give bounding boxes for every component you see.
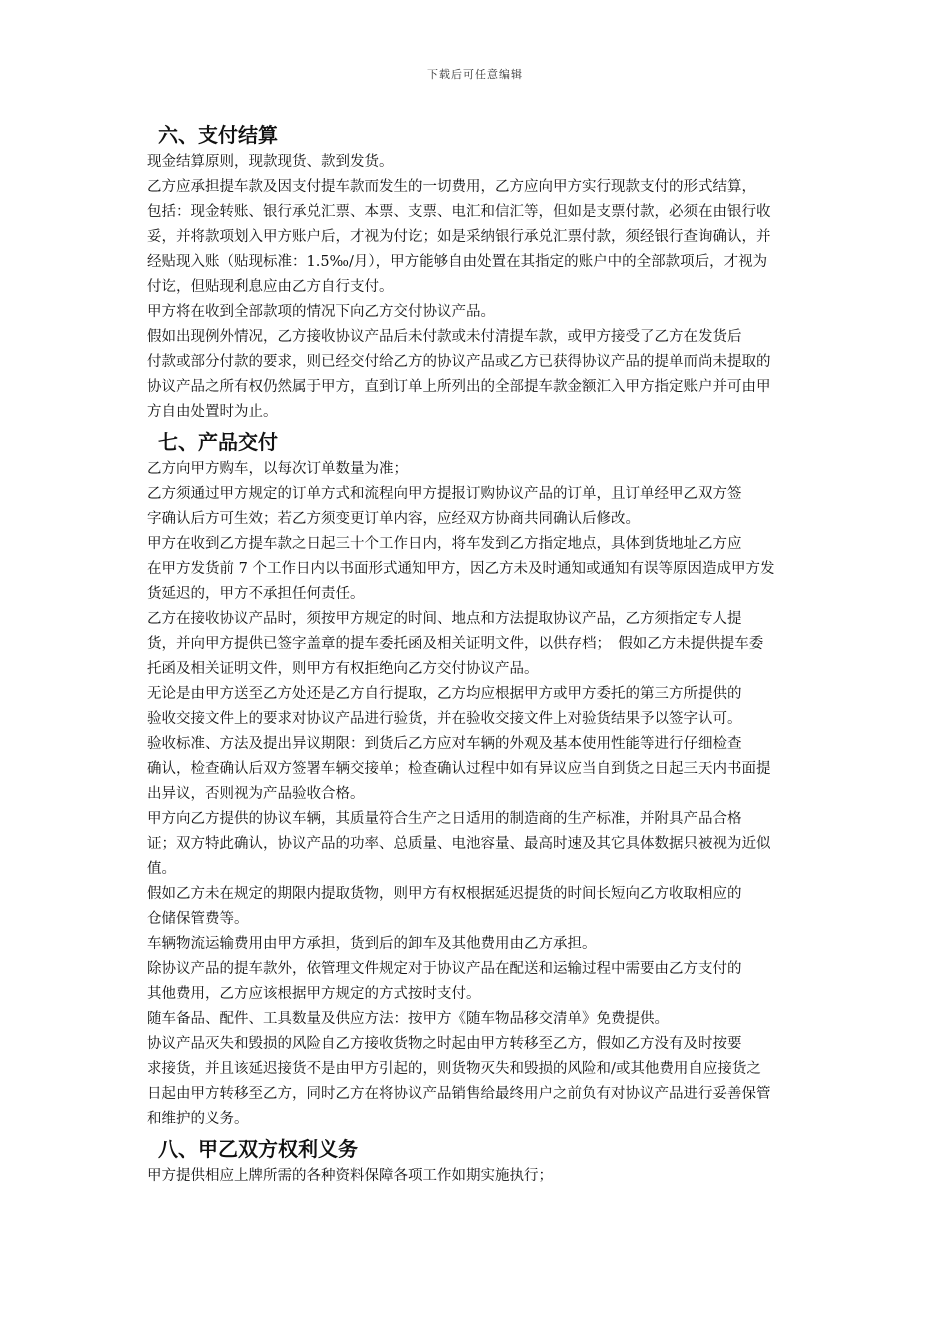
paragraph <box>118 1032 838 1132</box>
paragraph-line: 仓储保管费等。 <box>147 911 249 927</box>
paragraph <box>118 482 838 532</box>
paragraph-line: 证；双方特此确认，协议产品的功率、总质量、电池容量、最高时速及其它具体数据只被视为近似 <box>147 836 771 852</box>
paragraph-line: 值。 <box>147 861 176 877</box>
paragraph-line: 字确认后方可生效；若乙方须变更订单内容，应经双方协商共同确认后修改。 <box>147 511 640 527</box>
section-heading: 八、甲乙双方权利义务 <box>158 1137 358 1161</box>
paragraph-line: 经贴现入账（贴现标准：1.5‰/月），甲方能够自由处置在其指定的账户中的全部款项后，才视为 <box>147 254 768 270</box>
paragraph-line: 托函及相关证明文件，则甲方有权拒绝向乙方交付协议产品。 <box>147 661 539 677</box>
paragraph-line: 车辆物流运输费用由甲方承担，货到后的卸车及其他费用由乙方承担。 <box>147 936 597 952</box>
paragraph-line: 乙方应承担提车款及因支付提车款而发生的一切费用，乙方应向甲方实行现款支付的形式结算， <box>147 179 756 195</box>
document-body <box>118 118 838 1189</box>
paragraph-line: 现金结算原则，现款现货、款到发货。 <box>147 154 394 170</box>
paragraph-line: 出异议，否则视为产品验收合格。 <box>147 786 365 802</box>
paragraph-line: 验收标准、方法及提出异议期限：到货后乙方应对车辆的外观及基本使用性能等进行仔细检查 <box>147 736 742 752</box>
paragraph-line: 无论是由甲方送至乙方处还是乙方自行提取，乙方均应根据甲方或甲方委托的第三方所提供的 <box>147 686 742 702</box>
section-heading: 七、产品交付 <box>158 430 278 454</box>
paragraph <box>118 532 838 607</box>
paragraph-line: 假如乙方未在规定的期限内提取货物，则甲方有权根据延迟提货的时间长短向乙方收取相应的 <box>147 886 742 902</box>
paragraph-line: 日起由甲方转移至乙方，同时乙方在将协议产品销售给最终用户之前负有对协议产品进行妥善保管 <box>147 1086 771 1102</box>
paragraph-line: 协议产品之所有权仍然属于甲方，直到订单上所列出的全部提车款金额汇入甲方指定账户并可由甲 <box>147 379 771 395</box>
paragraph-line: 乙方须通过甲方规定的订单方式和流程向甲方提报订购协议产品的订单，且订单经甲乙双方签 <box>147 486 742 502</box>
paragraph-line: 方自由处置时为止。 <box>147 404 278 420</box>
paragraph <box>118 457 838 482</box>
paragraph <box>118 175 838 300</box>
paragraph-line: 确认，检查确认后双方签署车辆交接单；检查确认过程中如有异议应当自到货之日起三天内书面提 <box>147 761 771 777</box>
paragraph-line: 求接货，并且该延迟接货不是由甲方引起的，则货物灭失和毁损的风险和/或其他费用自应接货之 <box>147 1061 761 1077</box>
paragraph <box>118 957 838 1007</box>
paragraph <box>118 1007 838 1032</box>
paragraph <box>118 882 838 932</box>
paragraph <box>118 807 838 882</box>
paragraph <box>118 607 838 682</box>
paragraph-line: 验收交接文件上的要求对协议产品进行验货，并在验收交接文件上对验货结果予以签字认可。 <box>147 711 742 727</box>
paragraph-line: 货延迟的，甲方不承担任何责任。 <box>147 586 365 602</box>
paragraph-line: 甲方将在收到全部款项的情况下向乙方交付协议产品。 <box>147 304 495 320</box>
paragraph-line: 协议产品灭失和毁损的风险自乙方接收货物之时起由甲方转移至乙方，假如乙方没有及时按要 <box>147 1036 742 1052</box>
paragraph-line: 乙方向甲方购车，以每次订单数量为准； <box>147 461 408 477</box>
paragraph-line: 甲方提供相应上牌所需的各种资料保障各项工作如期实施执行； <box>147 1168 553 1184</box>
paragraph-line: 在甲方发货前 7 个工作日内以书面形式通知甲方，因乙方未及时通知或通知有误等原因造成甲方发 <box>147 561 775 577</box>
paragraph <box>118 732 838 807</box>
paragraph <box>118 932 838 957</box>
paragraph-line: 甲方在收到乙方提车款之日起三十个工作日内，将车发到乙方指定地点，具体到货地址乙方应 <box>147 536 742 552</box>
paragraph-line: 除协议产品的提车款外，依管理文件规定对于协议产品在配送和运输过程中需要由乙方支付的 <box>147 961 742 977</box>
paragraph-line: 付讫，但贴现利息应由乙方自行支付。 <box>147 279 394 295</box>
paragraph-line: 和维护的义务。 <box>147 1111 249 1127</box>
paragraph-line: 货，并向甲方提供已签字盖章的提车委托函及相关证明文件，以供存档； 假如乙方未提供提车委 <box>147 636 764 652</box>
paragraph-line: 假如出现例外情况，乙方接收协议产品后未付款或未付清提车款，或甲方接受了乙方在发货后 <box>147 329 742 345</box>
paragraph-line: 乙方在接收协议产品时，须按甲方规定的时间、地点和方法提取协议产品，乙方须指定专人提 <box>147 611 742 627</box>
paragraph <box>118 325 838 425</box>
paragraph-line: 妥，并将款项划入甲方账户后，才视为付讫；如是采纳银行承兑汇票付款，须经银行查询确认，并 <box>147 229 771 245</box>
paragraph-line: 甲方向乙方提供的协议车辆，其质量符合生产之日适用的制造商的生产标准，并附具产品合格 <box>147 811 742 827</box>
paragraph-line: 付款或部分付款的要求，则已经交付给乙方的协议产品或乙方已获得协议产品的提单而尚未提取的 <box>147 354 771 370</box>
paragraph <box>118 1164 838 1189</box>
section-heading: 六、支付结算 <box>158 123 278 147</box>
paragraph <box>118 682 838 732</box>
page-header: 下载后可任意编辑 <box>427 68 523 81</box>
paragraph-line: 包括：现金转账、银行承兑汇票、本票、支票、电汇和信汇等，但如是支票付款，必须在由银行收 <box>147 204 771 220</box>
paragraph-line: 其他费用，乙方应该根据甲方规定的方式按时支付。 <box>147 986 481 1002</box>
paragraph-line: 随车备品、配件、工具数量及供应方法：按甲方《随车物品移交清单》免费提供。 <box>147 1011 669 1027</box>
paragraph <box>118 300 838 325</box>
paragraph <box>118 150 838 175</box>
